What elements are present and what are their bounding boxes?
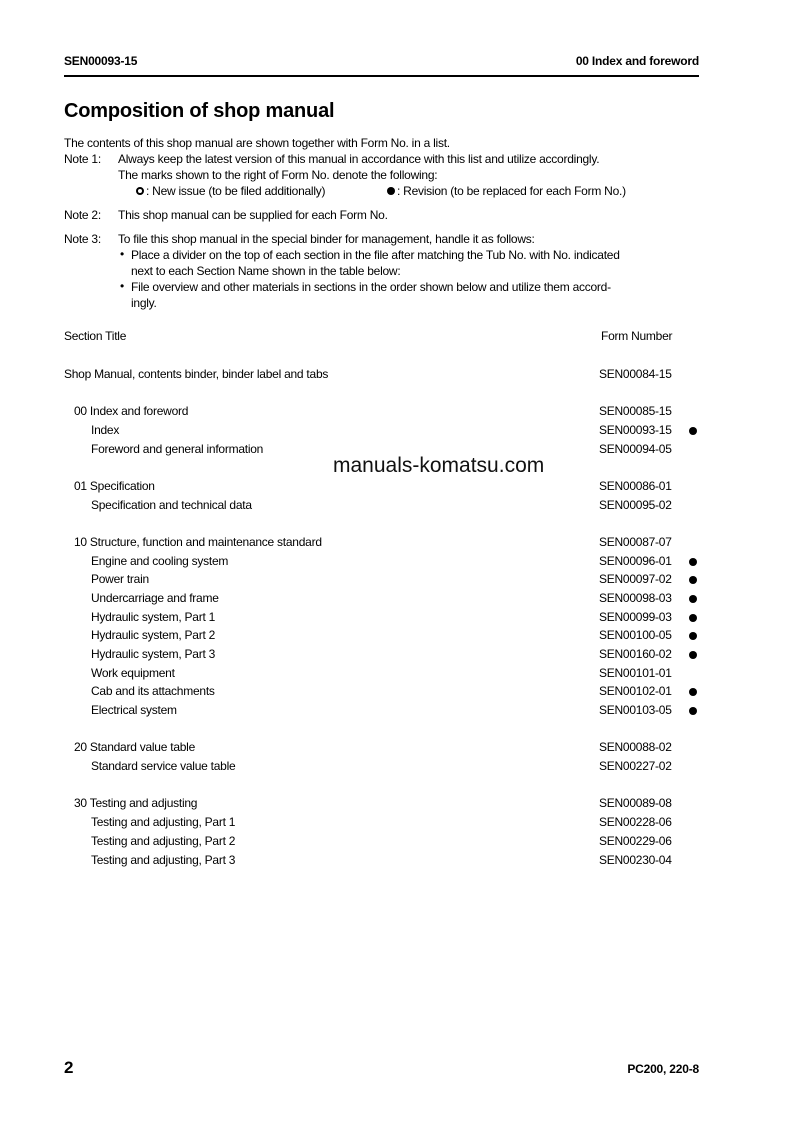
section-title-cell: Power train	[91, 572, 149, 586]
form-number-cell: SEN00102-01	[599, 684, 672, 698]
form-number-cell: SEN00228-06	[599, 815, 672, 829]
revision-mark-icon	[689, 707, 697, 715]
form-number-cell: SEN00097-02	[599, 572, 672, 586]
form-number-cell: SEN00094-05	[599, 442, 672, 456]
form-number-cell: SEN00093-15	[599, 423, 672, 437]
table-row	[64, 572, 704, 590]
table-row	[64, 647, 704, 665]
form-number-cell: SEN00096-01	[599, 554, 672, 568]
note2-text: This shop manual can be supplied for each Form No.	[118, 208, 388, 222]
table-row	[64, 591, 704, 609]
table-row	[64, 479, 704, 497]
table-row	[64, 834, 704, 852]
revision-mark-icon	[689, 651, 697, 659]
table-row	[64, 666, 704, 684]
form-number-cell: SEN00101-01	[599, 666, 672, 680]
section-title-cell: Testing and adjusting, Part 3	[91, 853, 236, 867]
filled-circle-icon	[387, 187, 395, 195]
table-row	[64, 498, 704, 516]
note1-label: Note 1:	[64, 152, 101, 166]
bullet-icon: •	[120, 279, 125, 293]
revision-mark-icon	[689, 688, 697, 696]
revision-mark-icon	[689, 632, 697, 640]
form-number-cell: SEN00099-03	[599, 610, 672, 624]
section-title-cell: Hydraulic system, Part 2	[91, 628, 216, 642]
form-number-cell: SEN00230-04	[599, 853, 672, 867]
section-title-cell: Testing and adjusting, Part 2	[91, 834, 236, 848]
open-circle-icon	[136, 187, 144, 195]
table-row	[64, 703, 704, 721]
header-section: 00 Index and foreword	[575, 54, 699, 68]
legend-new-issue	[136, 183, 325, 199]
form-number-cell: SEN00227-02	[599, 759, 672, 773]
form-number-cell: SEN00100-05	[599, 628, 672, 642]
revision-mark-icon	[689, 614, 697, 622]
table-row	[64, 759, 704, 777]
table-row	[64, 684, 704, 702]
form-number-cell: SEN00229-06	[599, 834, 672, 848]
section-title-cell: Hydraulic system, Part 1	[91, 610, 216, 624]
table-row	[64, 610, 704, 628]
table-row	[64, 535, 704, 553]
note1-line2: The marks shown to the right of Form No. denote the following:	[118, 168, 438, 182]
form-number-cell: SEN00087-07	[599, 535, 672, 549]
note3-bullet2-line2: ingly.	[131, 296, 157, 310]
table-row	[64, 554, 704, 572]
table-row	[64, 404, 704, 422]
form-number-cell: SEN00088-02	[599, 740, 672, 754]
section-title-cell: 10 Structure, function and maintenance standard	[74, 535, 322, 549]
form-number-cell: SEN00085-15	[599, 404, 672, 418]
column-header-form-number: Form Number	[601, 329, 673, 343]
note3-label: Note 3:	[64, 232, 101, 246]
header-rule	[64, 75, 699, 77]
table-row	[64, 628, 704, 646]
note3-bullet1-line1: Place a divider on the top of each section in the file after matching the Tub No. with No. indicated	[131, 248, 620, 262]
note3-bullet2-line1: File overview and other materials in sections in the order shown below and utilize them accord-	[131, 280, 611, 294]
intro-text: The contents of this shop manual are shown together with Form No. in a list.	[64, 136, 450, 150]
revision-mark-icon	[689, 576, 697, 584]
section-title-cell: Work equipment	[91, 666, 175, 680]
section-title-cell: 00 Index and foreword	[74, 404, 189, 418]
section-title-cell: Index	[91, 423, 120, 437]
legend-revision-text: : Revision (to be replaced for each Form No.)	[397, 184, 626, 198]
watermark: manuals-komatsu.com	[333, 454, 545, 477]
section-title-cell: Engine and cooling system	[91, 554, 229, 568]
note3-bullet1-line2: next to each Section Name shown in the table below:	[131, 264, 401, 278]
legend-revision	[387, 183, 626, 199]
note3-text: To file this shop manual in the special binder for management, handle it as follows:	[118, 232, 535, 246]
revision-mark-icon	[689, 558, 697, 566]
form-number-cell: SEN00084-15	[599, 367, 672, 381]
section-title-cell: Cab and its attachments	[91, 684, 215, 698]
table-row	[64, 740, 704, 758]
section-title-cell: Foreword and general information	[91, 442, 264, 456]
form-number-cell: SEN00098-03	[599, 591, 672, 605]
section-title-cell: 20 Standard value table	[74, 740, 196, 754]
bullet-icon: •	[120, 247, 125, 261]
section-title-cell: Shop Manual, contents binder, binder label and tabs	[64, 367, 329, 381]
header-doc-number: SEN00093-15	[64, 54, 138, 68]
note1-line1: Always keep the latest version of this manual in accordance with this list and utilize accordingly.	[118, 152, 600, 166]
table-row	[64, 423, 704, 441]
revision-mark-icon	[689, 427, 697, 435]
table-row	[64, 796, 704, 814]
section-title-cell: Electrical system	[91, 703, 177, 717]
section-title-cell: Standard service value table	[91, 759, 236, 773]
page-title: Composition of shop manual	[64, 100, 335, 122]
note2-label: Note 2:	[64, 208, 101, 222]
footer-page-number: 2	[64, 1058, 74, 1077]
table-row	[64, 367, 704, 385]
form-number-cell: SEN00095-02	[599, 498, 672, 512]
form-number-cell: SEN00103-05	[599, 703, 672, 717]
section-title-cell: Specification and technical data	[91, 498, 252, 512]
table-row	[64, 853, 704, 871]
section-title-cell: Hydraulic system, Part 3	[91, 647, 216, 661]
table-row	[64, 815, 704, 833]
section-title-cell: Testing and adjusting, Part 1	[91, 815, 236, 829]
form-number-cell: SEN00086-01	[599, 479, 672, 493]
revision-mark-icon	[689, 595, 697, 603]
section-title-cell: Undercarriage and frame	[91, 591, 219, 605]
form-number-cell: SEN00160-02	[599, 647, 672, 661]
section-title-cell: 01 Specification	[74, 479, 155, 493]
legend-new-text: : New issue (to be filed additionally)	[146, 184, 326, 198]
section-title-cell: 30 Testing and adjusting	[74, 796, 198, 810]
column-header-section-title: Section Title	[64, 329, 127, 343]
footer-model: PC200, 220-8	[627, 1062, 699, 1076]
form-number-cell: SEN00089-08	[599, 796, 672, 810]
